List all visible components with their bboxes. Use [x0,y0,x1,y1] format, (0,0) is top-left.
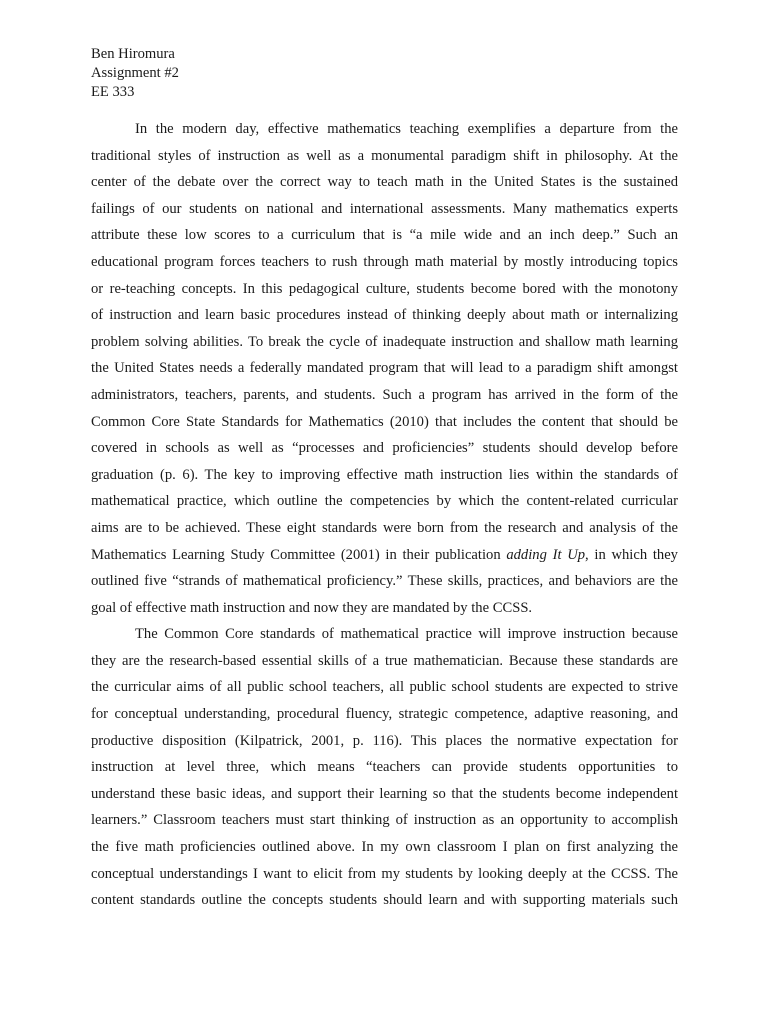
text-line: educational program forces teachers to rush through math material by mostly introducing topics [91,253,678,270]
text-line: learners.” Classroom teachers must start thinking of instruction as an opportunity to accomplish [91,812,678,829]
text-line: The Common Core standards of mathematical practice will improve instruction because [135,626,678,643]
text-line: conceptual understandings I want to elicit from my students by looking deeply at the CCSS. The [91,865,678,882]
text-line: content standards outline the concepts students should learn and with supporting materials such [91,892,678,909]
text-line: outlined five “strands of mathematical proficiency.” These skills, practices, and behaviors are the [91,573,678,590]
text-line: instruction at level three, which means “teachers can provide students opportunities to [91,759,678,776]
text-line-with-title [91,542,678,569]
text-line: the United States needs a federally mandated program that will lead to a paradigm shift amongst [91,360,678,377]
text-line: productive disposition (Kilpatrick, 2001, p. 116). This places the normative expectation for [91,732,678,749]
text-line: In the modern day, effective mathematics teaching exemplifies a departure from the [135,121,678,137]
text-line: the curricular aims of all public school teachers, all public school students are expected to strive [91,679,678,696]
text-segment: , in which they [585,546,678,563]
text-line: traditional styles of instruction as well as a monumental paradigm shift in philosophy. At the [91,147,678,164]
text-line: covered in schools as well as “processes and proficiencies” students should develop before [91,440,678,457]
text-line: center of the debate over the correct way to teach math in the United States is the sustained [91,174,678,191]
assignment-label: Assignment #2 [91,65,179,81]
course-code: EE 333 [91,84,135,100]
document-header [91,45,179,102]
text-line: of instruction and learn basic procedures instead of thinking deeply about math or internalizing [91,307,678,324]
text-line: or re-teaching concepts. In this pedagogical culture, students become bored with the monotony [91,280,678,297]
text-line: understand these basic ideas, and support their learning so that the students become independent [91,785,678,802]
text-line: failings of our students on national and international assessments. Many mathematics experts [91,200,678,217]
author-name: Ben Hiromura [91,46,175,62]
text-line: they are the research-based essential skills of a true mathematician. Because these standards are [91,652,678,669]
text-line: for conceptual understanding, procedural fluency, strategic competence, adaptive reasoning, and [91,706,678,723]
text-line: administrators, teachers, parents, and students. Such a program has arrived in the form of the [91,386,678,403]
text-line: graduation (p. 6). The key to improving effective math instruction lies within the standards of [91,466,678,483]
document-body [91,116,678,914]
text-line: attribute these low scores to a curriculum that is “a mile wide and an inch deep.” Such an [91,227,678,244]
text-line: aims are to be achieved. These eight standards were born from the research and analysis of the [91,519,678,536]
text-line: problem solving abilities. To break the cycle of inadequate instruction and shallow math learning [91,333,678,350]
text-line: mathematical practice, which outline the competencies by which the content-related curricular [91,493,678,510]
text-line: goal of effective math instruction and now they are mandated by the CCSS. [91,599,533,616]
text-line: Common Core State Standards for Mathematics (2010) that includes the content that should be [91,413,678,430]
book-title: adding It Up [506,546,586,563]
text-line: the five math proficiencies outlined above. In my own classroom I plan on first analyzing the [91,839,678,856]
text-segment: Mathematics Learning Study Committee (2001) in their publication [91,546,507,563]
